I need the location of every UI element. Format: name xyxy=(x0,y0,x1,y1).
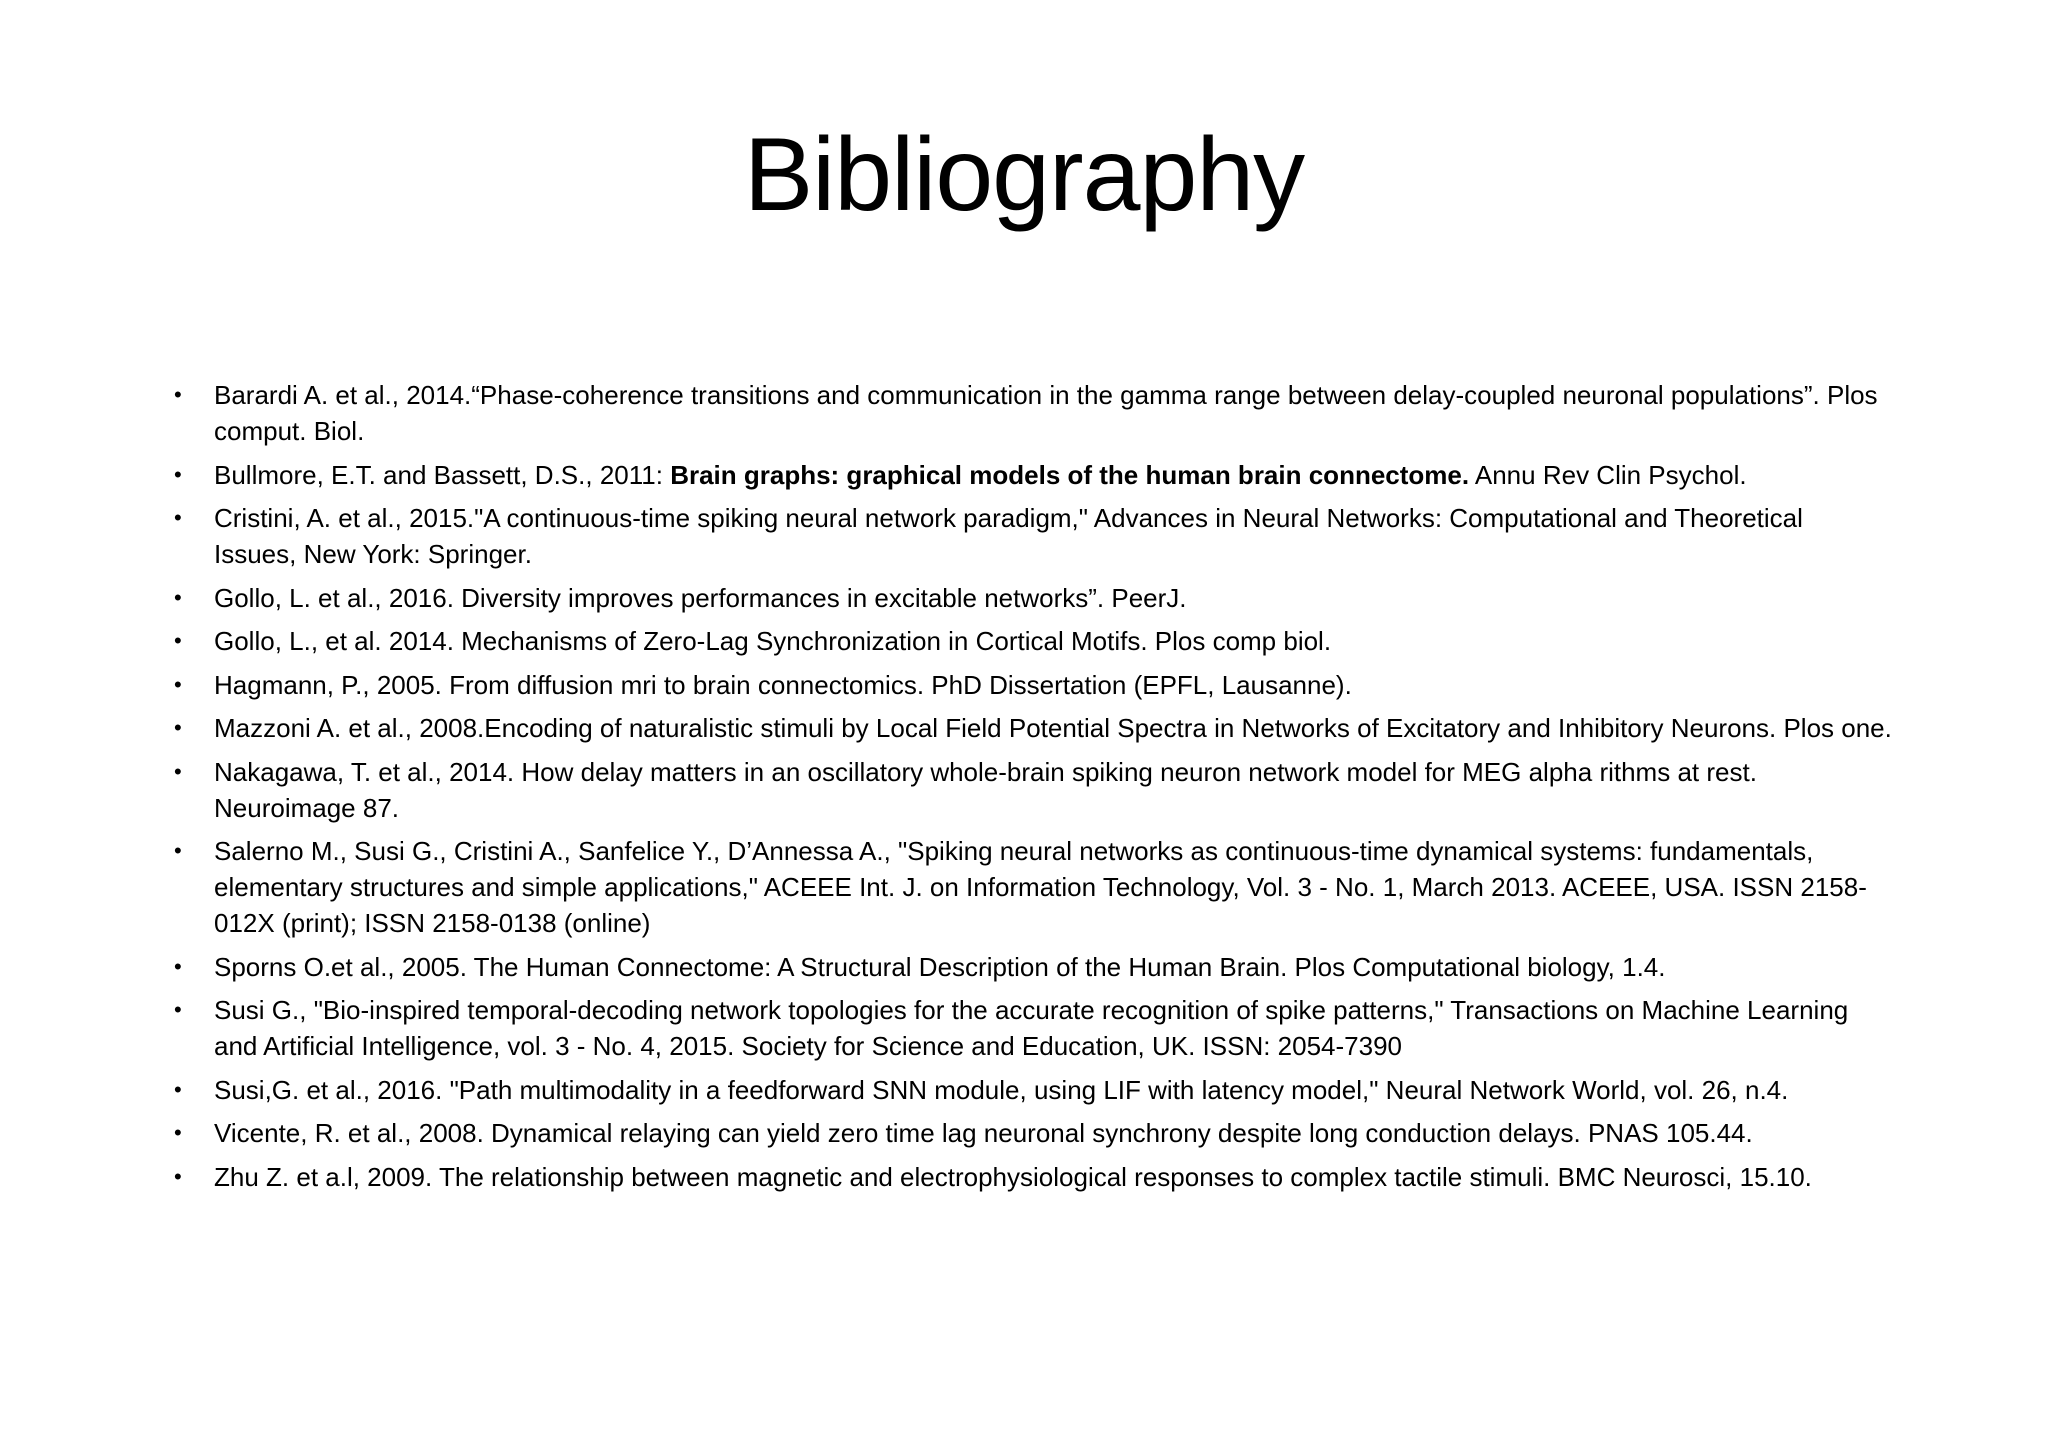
bullet-icon: • xyxy=(174,953,182,979)
list-item xyxy=(172,710,1892,746)
list-item xyxy=(172,623,1892,659)
bullet-icon: • xyxy=(174,382,182,407)
bullet-icon: • xyxy=(174,1163,182,1189)
reference-text-after: Annu Rev Clin Psychol. xyxy=(1469,459,1747,490)
reference-text: Gollo, L., et al. 2014. Mechanisms of Zero-Lag Synchronization in Cortical Motifs. Plos comp biol. xyxy=(214,626,1332,656)
reference-text: Bullmore, E.T. and Bassett, D.S., 2011: xyxy=(214,459,671,490)
bullet-icon: • xyxy=(174,1076,182,1102)
reference-text: Barardi A. et al., 2014.“Phase-coherence transitions and communication in the gamma range between delay-coupled neuronal populations”. Plos comput. Biol. xyxy=(214,380,1878,446)
list-item xyxy=(172,992,1892,1064)
bullet-icon: • xyxy=(174,671,182,697)
bullet-icon: • xyxy=(174,584,182,610)
bullet-icon: • xyxy=(174,461,182,487)
list-item xyxy=(172,949,1892,985)
reference-list xyxy=(172,377,1892,1202)
reference-text: Susi G., "Bio-inspired temporal-decoding network topologies for the accurate recognition of spike patterns," Transactions on Machine Learning and Artificial Intelligence, vol. 3 - No. 4, 2015. Society for Science and Education, UK. ISSN: 2054-7390 xyxy=(214,995,1849,1061)
reference-bold-title: Brain graphs: graphical models of the human brain connectome. xyxy=(670,459,1470,490)
reference-text: Hagmann, P., 2005. From diffusion mri to brain connectomics. PhD Dissertation (EPFL, Lausanne). xyxy=(214,669,1352,700)
list-item xyxy=(172,377,1892,449)
bullet-icon: • xyxy=(174,838,182,863)
reference-text: Vicente, R. et al., 2008. Dynamical relaying can yield zero time lag neuronal synchrony despite long conduction delays. PNAS 105.44. xyxy=(214,1118,1753,1148)
list-item xyxy=(172,1072,1892,1108)
page-title: Bibliography xyxy=(743,117,1305,233)
bullet-icon: • xyxy=(174,715,182,740)
reference-text: Mazzoni A. et al., 2008.Encoding of naturalistic stimuli by Local Field Potential Spectra in Networks of Excitatory and Inhibitory Neurons. Plos one. xyxy=(214,713,1892,743)
reference-text: Cristini, A. et al., 2015."A continuous-time spiking neural network paradigm," Advances in Neural Networks: Computational and Theoretical Issues, New York: Springer. xyxy=(214,503,1803,569)
bullet-icon: • xyxy=(174,628,182,653)
list-item xyxy=(172,754,1892,826)
reference-text: Zhu Z. et a.l, 2009. The relationship between magnetic and electrophysiological responses to complex tactile stimuli. BMC Neurosci, 15.10. xyxy=(214,1161,1812,1192)
list-item xyxy=(172,580,1892,616)
reference-text: Gollo, L. et al., 2016. Diversity improves performances in excitable networks”. PeerJ. xyxy=(214,582,1187,613)
reference-text: Salerno M., Susi G., Cristini A., Sanfelice Y., D’Annessa A., "Spiking neural networks as continuous-time dynamical systems: fundamentals, elementary structures and simple applications," ACEEE Int. J. on Information Technology, Vol. 3 - No. 1, March 2013. ACEEE, USA. ISSN 2158-012X (print); ISSN 2158-0138 (online) xyxy=(214,836,1867,938)
list-item xyxy=(172,833,1892,941)
reference-text: Susi,G. et al., 2016. "Path multimodality in a feedforward SNN module, using LIF with latency model," Neural Network World, vol. 26, n.4. xyxy=(214,1074,1789,1105)
list-item xyxy=(172,1159,1892,1195)
bullet-icon: • xyxy=(174,997,182,1022)
list-item xyxy=(172,1115,1892,1151)
bullet-icon: • xyxy=(174,758,182,784)
bullet-icon: • xyxy=(174,505,182,530)
list-item xyxy=(172,500,1892,572)
list-item xyxy=(172,457,1892,493)
reference-text: Nakagawa, T. et al., 2014. How delay matters in an oscillatory whole-brain spiking neuron network model for MEG alpha rithms at rest. Neuroimage 87. xyxy=(214,756,1757,823)
reference-text: Sporns O.et al., 2005. The Human Connectome: A Structural Description of the Human Brain. Plos Computational biology, 1.4. xyxy=(214,951,1666,982)
bullet-icon: • xyxy=(174,1120,182,1145)
list-item xyxy=(172,667,1892,703)
